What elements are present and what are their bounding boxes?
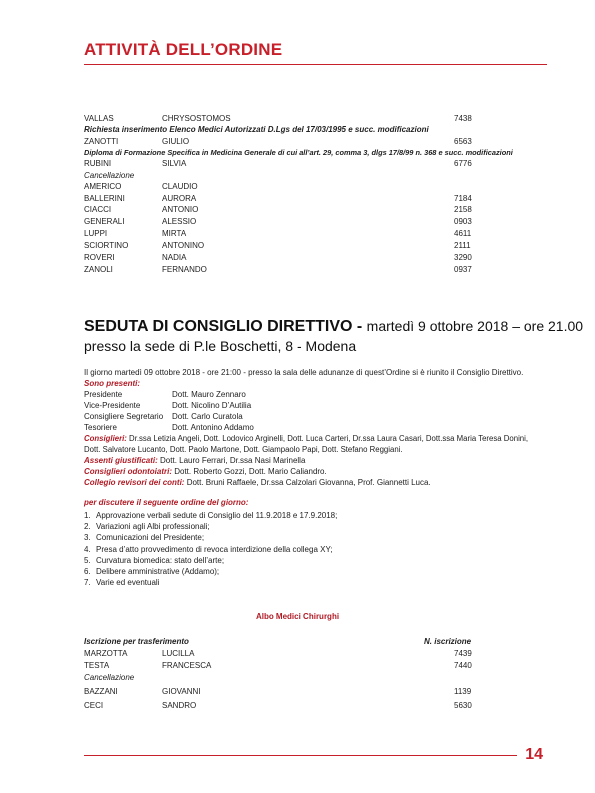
nome: Dott. Antonino Addamo bbox=[172, 423, 254, 432]
odontoiatri-list: Dott. Roberto Gozzi, Dott. Mario Caliandro. bbox=[172, 467, 327, 476]
odg-text: Varie ed eventuali bbox=[96, 578, 160, 588]
ruolo: Consigliere Segretario bbox=[84, 412, 164, 421]
seduta-heading bbox=[84, 318, 584, 354]
list-item bbox=[84, 193, 544, 204]
nome: ANTONIO bbox=[162, 205, 199, 214]
list-item bbox=[84, 204, 544, 215]
nome: MIRTA bbox=[162, 229, 187, 238]
list-item bbox=[84, 555, 337, 566]
nome: CHRYSOSTOMOS bbox=[162, 114, 231, 123]
numero: 0937 bbox=[454, 265, 472, 274]
odg-label: per discutere il seguente ordine del giorno: bbox=[84, 498, 249, 507]
cognome: BALLERINI bbox=[84, 194, 125, 203]
cognome: VALLAS bbox=[84, 114, 114, 123]
seduta-date: martedì 9 ottobre 2018 – ore 21.00 bbox=[366, 318, 584, 334]
seduta-intro: Il giorno martedì 09 ottobre 2018 - ore 21:00 - presso la sala delle adunanze di quest’Ordine si è riunito il Consiglio Direttivo. bbox=[84, 368, 524, 377]
odg-list bbox=[84, 510, 337, 588]
odg-number: 2. bbox=[84, 522, 91, 532]
nome: SILVIA bbox=[162, 159, 187, 168]
odg-text: Delibere amministrative (Addamo); bbox=[96, 567, 220, 577]
numero: 2111 bbox=[454, 241, 471, 250]
assenti-label: Assenti giustificati: bbox=[84, 456, 158, 465]
cognome: CIACCI bbox=[84, 205, 112, 214]
odontoiatri-paragraph bbox=[84, 466, 544, 477]
list-item bbox=[84, 252, 544, 263]
nome: LUCILLA bbox=[162, 649, 195, 658]
presenti-label: Sono presenti: bbox=[84, 379, 141, 388]
note: Richiesta inserimento Elenco Medici Autorizzati D.Lgs del 17/03/1995 e succ. modificazioni bbox=[84, 125, 429, 134]
odg-number: 1. bbox=[84, 511, 91, 520]
cognome: ZANOLI bbox=[84, 265, 113, 274]
list-item bbox=[84, 136, 544, 147]
list-item bbox=[84, 264, 544, 275]
nome: SANDRO bbox=[162, 701, 197, 710]
cognome: AMERICO bbox=[84, 182, 122, 191]
nome: ALESSIO bbox=[162, 217, 197, 226]
nome: FRANCESCA bbox=[162, 661, 212, 670]
cognome: CECI bbox=[84, 701, 104, 710]
cognome: BAZZANI bbox=[84, 687, 118, 696]
nome: Dott. Carlo Curatola bbox=[172, 412, 243, 421]
numero: 7438 bbox=[454, 114, 472, 123]
list-item bbox=[84, 544, 337, 555]
list-item bbox=[84, 510, 337, 521]
nome: Dott. Mauro Zennaro bbox=[172, 390, 246, 399]
assenti-paragraph bbox=[84, 455, 544, 466]
nome: Dott. Nicolino D’Autilia bbox=[172, 401, 252, 410]
odg-text: Comunicazioni del Presidente; bbox=[96, 533, 205, 543]
list-item bbox=[84, 700, 544, 711]
numero: 5630 bbox=[454, 701, 472, 710]
list-item bbox=[84, 648, 544, 659]
numero: 6563 bbox=[454, 137, 472, 146]
nome: AURORA bbox=[162, 194, 197, 203]
albo-title: Albo Medici Chirurghi bbox=[255, 612, 340, 621]
odg-number: 3. bbox=[84, 533, 91, 543]
list-item bbox=[84, 158, 544, 169]
revisori-label: Collegio revisori dei conti: bbox=[84, 478, 185, 487]
numero: 7184 bbox=[454, 194, 472, 203]
list-item bbox=[84, 521, 337, 532]
list-item bbox=[84, 532, 337, 543]
odg-text: Variazioni agli Albi professionali; bbox=[96, 522, 210, 532]
seduta-title: SEDUTA DI CONSIGLIO DIRETTIVO bbox=[84, 318, 353, 335]
footer-divider bbox=[84, 755, 517, 756]
assenti-list: Dott. Lauro Ferrari, Dr.ssa Nasi Marinella bbox=[157, 456, 306, 465]
odg-number: 7. bbox=[84, 578, 91, 588]
numero: 6776 bbox=[454, 159, 472, 168]
nome: GIULIO bbox=[162, 137, 190, 146]
numero: 1139 bbox=[454, 687, 472, 696]
revisori-list: Dott. Bruni Raffaele, Dr.ssa Calzolari Giovanna, Prof. Giannetti Luca. bbox=[184, 478, 431, 487]
seduta-title-line bbox=[84, 318, 584, 336]
odg-number: 5. bbox=[84, 555, 91, 565]
ruolo: Vice-Presidente bbox=[84, 401, 141, 410]
cognome: ROVERI bbox=[84, 253, 115, 262]
ruolo: Presidente bbox=[84, 390, 123, 399]
list-item bbox=[84, 113, 544, 124]
list-item bbox=[84, 686, 544, 697]
odg-text: Approvazione verbali sedute di Consiglio del 11.9.2018 e 17.9.2018; bbox=[96, 511, 338, 520]
nome: GIOVANNI bbox=[162, 687, 201, 696]
cancellazione-label: Cancellazione bbox=[84, 171, 135, 180]
note: Diploma di Formazione Specifica in Medicina Generale di cui all’art. 29, comma 3, dlgs 17/8/99 n. 368 e succ. modificazioni bbox=[84, 148, 513, 157]
list-item bbox=[84, 660, 544, 671]
nome: ANTONINO bbox=[162, 241, 205, 250]
numero: 7440 bbox=[454, 661, 472, 670]
seduta-place: presso la sede di P.le Boschetti, 8 - Modena bbox=[84, 338, 357, 354]
list-item bbox=[84, 216, 544, 227]
cognome: MARZOTTA bbox=[84, 649, 128, 658]
iscrizione-num-label: N. iscrizione bbox=[424, 637, 472, 646]
numero: 4611 bbox=[454, 229, 472, 238]
list-item bbox=[84, 181, 544, 192]
odontoiatri-label: Consiglieri odontoiatri: bbox=[84, 467, 172, 476]
cognome: SCIORTINO bbox=[84, 241, 129, 250]
odg-number: 6. bbox=[84, 567, 91, 577]
numero: 3290 bbox=[454, 253, 472, 262]
ruolo: Tesoriere bbox=[84, 423, 117, 432]
nome: CLAUDIO bbox=[162, 182, 198, 191]
page-number: 14 bbox=[525, 746, 543, 763]
numero: 7439 bbox=[454, 649, 472, 658]
consiglieri-paragraph bbox=[84, 433, 544, 455]
odg-text: Curvatura biomedica: stato dell’arte; bbox=[96, 555, 225, 565]
cognome: RUBINI bbox=[84, 159, 112, 168]
numero: 2158 bbox=[454, 205, 472, 214]
iscrizione-label: Iscrizione per trasferimento bbox=[84, 637, 189, 646]
numero: 0903 bbox=[454, 217, 472, 226]
list-item bbox=[84, 240, 544, 251]
header-divider bbox=[84, 64, 547, 65]
seduta-dash: - bbox=[352, 318, 367, 335]
nome: FERNANDO bbox=[162, 265, 207, 274]
odg-text: Presa d’atto provvedimento di revoca interdizione della collega XY; bbox=[96, 544, 333, 554]
list-item bbox=[84, 228, 544, 239]
revisori-paragraph bbox=[84, 477, 544, 488]
consiglieri-label: Consiglieri: bbox=[84, 434, 127, 443]
cancellazione-label: Cancellazione bbox=[84, 673, 135, 682]
list-item bbox=[84, 577, 337, 588]
nome: NADIA bbox=[162, 253, 187, 262]
section-header: ATTIVITÀ DELL’ORDINE bbox=[84, 40, 283, 59]
cognome: GENERALI bbox=[84, 217, 125, 226]
consiglieri-list: Dr.ssa Letizia Angeli, Dott. Lodovico Arginelli, Dott. Luca Carteri, Dr.ssa Laura Casari, Dott.ssa Maria Teresa Donini, Dott. Salvatore Lucanto, Dott. Paolo Martone, Dott. Giampaolo Papi, Dott. Stefano Reggiani. bbox=[84, 434, 529, 454]
cognome: ZANOTTI bbox=[84, 137, 119, 146]
odg-number: 4. bbox=[84, 544, 91, 554]
cognome: LUPPI bbox=[84, 229, 108, 238]
list-item bbox=[84, 566, 337, 577]
cognome: TESTA bbox=[84, 661, 110, 670]
